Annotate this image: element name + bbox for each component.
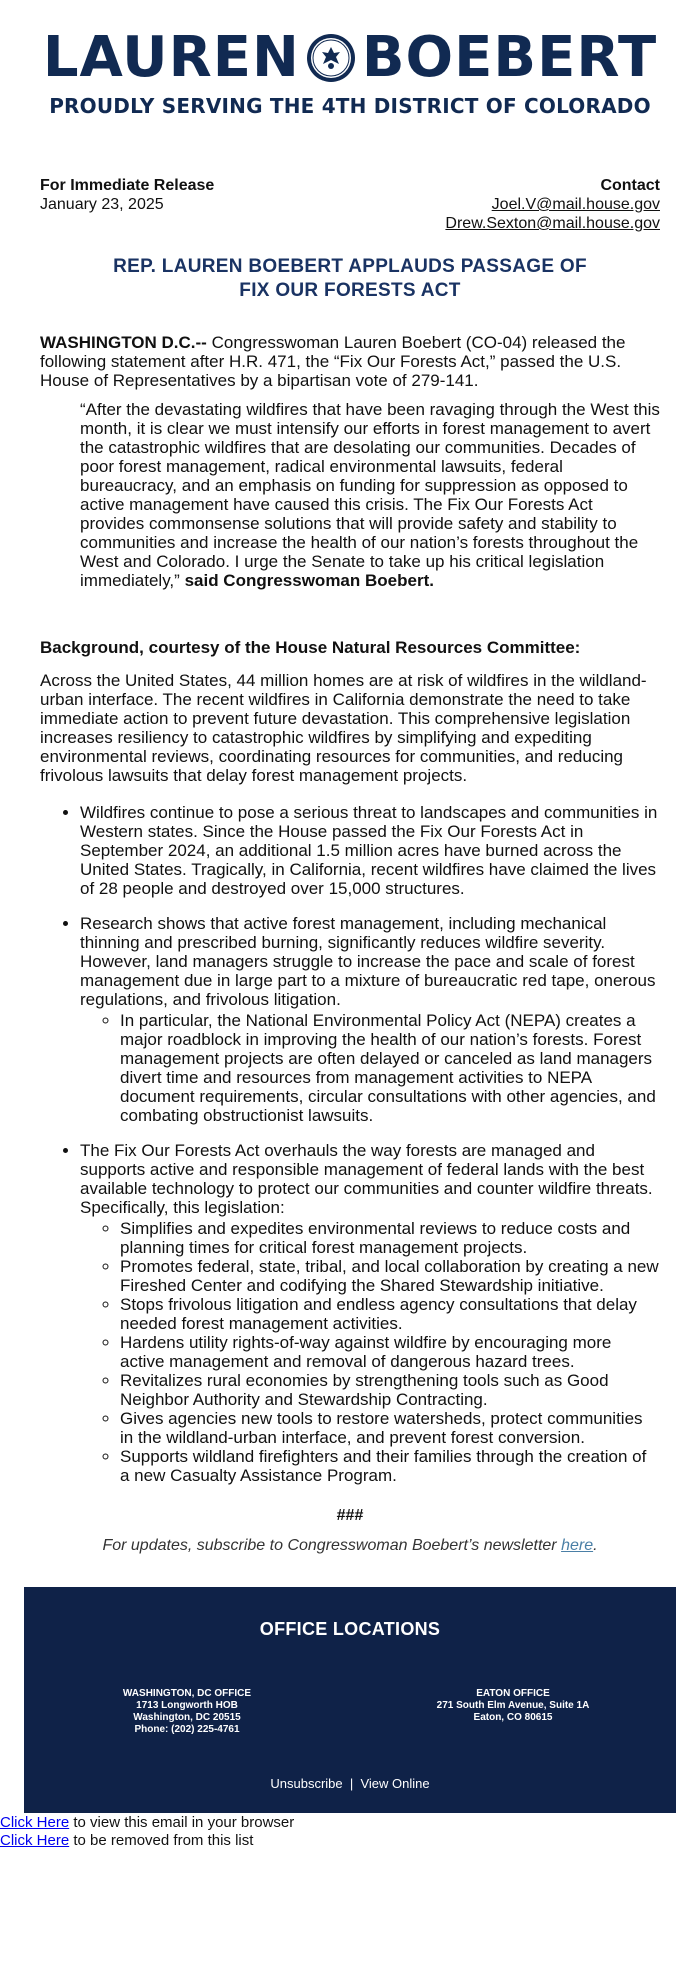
bullet-overhaul: The Fix Our Forests Act overhauls the way forests are managed and supports active and responsible management of federal lands with the best available technology to protect our communities and counter wildfire threats. Specifically, this legislation:: [80, 1141, 653, 1217]
sub-list-item: ◦ Simplifies and expedites environmental reviews to reduce costs and planning times for critical forest management projects.: [120, 1219, 660, 1257]
office-name: EATON OFFICE: [476, 1688, 550, 1699]
list-item: [80, 803, 660, 898]
statement-quote: [80, 400, 660, 590]
sub-list: [80, 1011, 660, 1125]
remove-from-list-link[interactable]: Click Here: [0, 1832, 70, 1849]
list-item: [80, 914, 660, 1125]
release-label: For Immediate Release: [40, 177, 215, 194]
house-seal-icon: [306, 33, 356, 83]
view-online-link[interactable]: View Online: [360, 1776, 430, 1791]
release-date: January 23, 2025: [40, 196, 164, 213]
office-list: [24, 1688, 676, 1736]
newsletter-text: For updates, subscribe to Congresswoman Boebert’s newsletter: [102, 1537, 562, 1554]
tagline: PROUDLY SERVING THE 4TH DISTRICT OF COLORADO: [49, 94, 651, 118]
sub-list-item: ◦ In particular, the National Environmental Policy Act (NEPA) creates a major roadblock in improving the health of our nation’s forests. Forest management projects are often delayed or canceled as land managers divert time and resources from management activities to NEPA document requirements, circular consultations with other agencies, and combating obstructionist lawsuits.: [120, 1011, 660, 1125]
background-title: Background, courtesy of the House Natural Resources Committee:: [40, 638, 581, 657]
office-address-line: Eaton, CO 80615: [473, 1712, 553, 1723]
office-name: WASHINGTON, DC OFFICE: [122, 1688, 252, 1699]
masthead-name: [40, 25, 660, 90]
end-marker: ###: [336, 1507, 364, 1524]
lead-text: Congresswoman Lauren Boebert (CO-04) released the following statement after H.R. 471, the “Fix Our Forests Act,” passed the U.S. House of Representatives by a bipartisan vote of 279-141.: [40, 333, 626, 390]
release-header: [40, 176, 660, 233]
background-list: [40, 803, 660, 1485]
release-info: [40, 176, 214, 233]
lead-paragraph: [40, 333, 660, 390]
office-address-line: 1713 Longworth HOB: [136, 1700, 238, 1711]
contact-label: Contact: [600, 177, 660, 194]
headline-line2: FIX OUR FORESTS ACT: [239, 280, 461, 301]
first-name: LAUREN: [42, 25, 300, 90]
sub-list-item: ◦ Hardens utility rights-of-way against wildfire by encouraging more active management and removal of dangerous hazard trees.: [120, 1333, 660, 1371]
footer-links: [24, 1776, 676, 1791]
office-address-line: Washington, DC 20515: [133, 1712, 241, 1723]
office-address-line: 271 South Elm Avenue, Suite 1A: [436, 1700, 590, 1711]
footer-title: OFFICE LOCATIONS: [259, 1619, 441, 1639]
quote-text: “After the devastating wildfires that have been ravaging through the West this month, it is clear we must intensify our efforts in forest management to avert the catastrophic wildfires that are desolating our communities. Decades of poor forest management, radical environmental lawsuits, federal bureaucracy, and an emphasis on funding for suppression as opposed to active management have caused this crisis. The Fix Our Forests Act provides commonsense solutions that will provide safety and stability to communities and increase the health of our nation’s forests throughout the West and Colorado. I urge the Senate to take up his critical legislation immediately,”: [80, 400, 660, 590]
view-in-browser-link[interactable]: Click Here: [0, 1814, 70, 1831]
list-item: [80, 1141, 660, 1485]
headline: [40, 255, 660, 303]
sub-list-item: ◦ Promotes federal, state, tribal, and local collaboration by creating a new Fireshed Center and codifying the Shared Stewardship initiative.: [120, 1257, 660, 1295]
dateline: WASHINGTON D.C.--: [40, 333, 207, 352]
view-in-browser-row: [0, 1814, 700, 1832]
quote-attribution: said Congresswoman Boebert.: [184, 571, 434, 590]
newsletter-link[interactable]: here: [561, 1537, 594, 1554]
office-phone: Phone: (202) 225-4761: [134, 1724, 240, 1735]
headline-line1: REP. LAUREN BOEBERT APPLAUDS PASSAGE OF: [113, 256, 587, 277]
email-body: [40, 0, 660, 1555]
background-intro: Across the United States, 44 million homes are at risk of wildfires in the wildland-urban interface. The recent wildfires in California demonstrate the need to take immediate action to prevent future devastation. This comprehensive legislation increases resiliency to catastrophic wildfires by simplifying and expediting environmental reviews, coordinating resources for communities, and reducing frivolous lawsuits that delay forest management projects.: [40, 671, 647, 785]
footer-separator: |: [349, 1776, 354, 1791]
sub-list-item: ◦ Gives agencies new tools to restore watersheds, protect communities in the wildland-urban interface, and prevent forest conversion.: [120, 1409, 660, 1447]
unsubscribe-link[interactable]: Unsubscribe: [270, 1776, 343, 1791]
remove-from-list-text: to be removed from this list: [69, 1832, 254, 1849]
bottom-links: [0, 1814, 700, 1850]
contact-email-drew[interactable]: Drew.Sexton@mail.house.gov: [445, 215, 660, 232]
sub-list: [80, 1219, 660, 1485]
office-footer: [24, 1587, 676, 1813]
dc-office: [57, 1688, 317, 1736]
masthead: [40, 0, 660, 118]
newsletter-period: .: [593, 1537, 598, 1554]
contact-info: [445, 176, 660, 233]
view-in-browser-text: to view this email in your browser: [69, 1814, 295, 1831]
bullet-wildfire-threat: Wildfires continue to pose a serious threat to landscapes and communities in Western states. Since the House passed the Fix Our Forests Act in September 2024, an additional 1.5 million acres have burned across the United States. Tragically, in California, recent wildfires have claimed the lives of 28 people and destroyed over 15,000 structures.: [80, 803, 658, 898]
sub-list-item: ◦ Stops frivolous litigation and endless agency consultations that delay needed forest management activities.: [120, 1295, 660, 1333]
bullet-research: Research shows that active forest management, including mechanical thinning and prescribed burning, significantly reduces wildfire severity. However, land managers struggle to increase the pace and scale of forest management due in large part to a mixture of bureaucratic red tape, onerous regulations, and frivolous litigation.: [80, 914, 656, 1009]
newsletter-note: [40, 1537, 660, 1555]
sub-list-item: ◦ Revitalizes rural economies by strengthening tools such as Good Neighbor Authority and Stewardship Contracting.: [120, 1371, 660, 1409]
last-name: BOEBERT: [361, 25, 658, 90]
sub-list-item: ◦ Supports wildland firefighters and their families through the creation of a new Casualty Assistance Program.: [120, 1447, 660, 1485]
remove-from-list-row: [0, 1832, 700, 1850]
contact-email-joel[interactable]: Joel.V@mail.house.gov: [491, 196, 660, 213]
eaton-office: [383, 1688, 643, 1736]
